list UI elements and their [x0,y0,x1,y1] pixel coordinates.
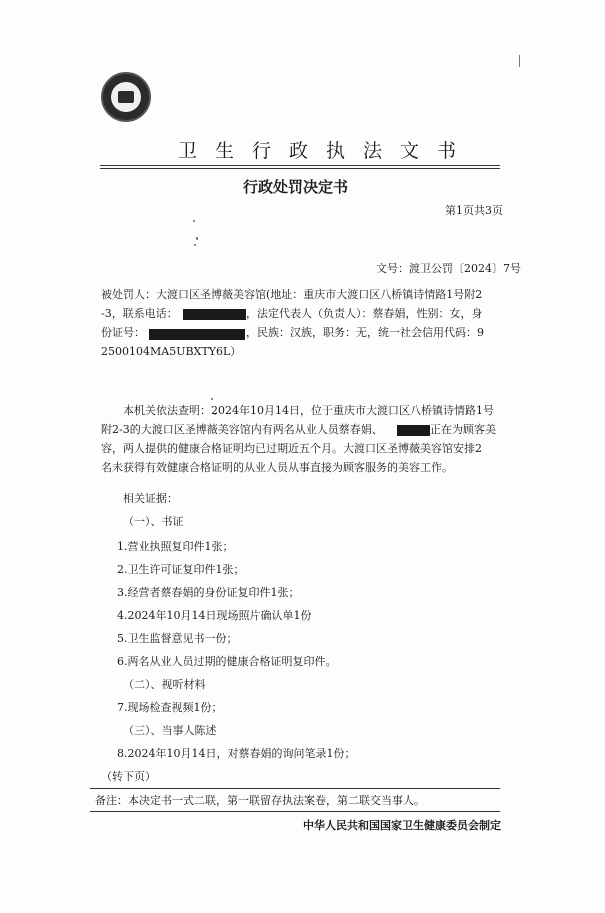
evidence-item: 7.现场检查视频1份； [117,701,223,714]
note-text: 备注：本决定书一式二联，第一联留存执法案卷，第二联交当事人。 [95,794,425,807]
evidence-item: 5.卫生监督意见书一份； [117,632,238,645]
party-line-3b: ，民族：汉族，职务：无，统一社会信用代码：9 [246,326,484,339]
evidence-item: （二）、视听材料 [123,678,206,691]
facts-line-3: 容，两人提供的健康合格证明均已过期近五个月。大渡口区圣博薇美容馆安排2 [101,442,482,455]
document-type-title: 行政处罚决定书 [243,178,349,196]
evidence-item: 6.两名从业人员过期的健康合格证明复印件。 [117,655,337,668]
header-rule-double [100,168,500,169]
party-line-3a: 份证号： [101,326,145,339]
document-number: 文号：渡卫公罚〔2024〕7号 [376,262,521,275]
facts-line-2b: 正在为顾客美 [430,423,496,436]
header-title: 卫生行政执法文书 [178,140,475,162]
scan-edge-mark [519,55,520,67]
facts-line-1: 本机关依法查明：2024年10月14日，位于重庆市大渡口区八桥镇诗情路1号 [123,404,494,417]
evidence-heading: 相关证据： [123,492,178,505]
evidence-item: 2.卫生许可证复印件1张； [117,563,245,576]
evidence-item: 8.2024年10月14日，对蔡春娟的询问笔录1份； [117,747,356,760]
party-line-2b: ，法定代表人（负责人）：蔡春娟，性别：女，身 [246,307,483,320]
continued-marker: （转下页） [101,770,156,783]
evidence-item: 3.经营者蔡春娟的身份证复印件1张； [117,586,300,599]
page-info: 第1页共3页 [445,204,503,217]
evidence-item: 1.营业执照复印件1张； [117,540,234,553]
evidence-item: （三）、当事人陈述 [123,724,217,737]
party-line-2a: -3，联系电话： [101,307,178,320]
redaction-phone [183,309,246,320]
note-rule-bottom [90,811,500,812]
header-rule [100,165,500,166]
national-emblem-seal [101,72,151,122]
scan-speck [193,220,195,222]
scan-speck [194,244,196,246]
issuing-organization: 中华人民共和国国家卫生健康委员会制定 [303,819,501,832]
party-line-1: 被处罚人：大渡口区圣博薇美容馆(地址：重庆市大渡口区八桥镇诗情路1号附2 [101,288,483,301]
party-line-4: 2500104MA5UBXTY6L） [101,345,242,358]
scan-speck [211,398,213,400]
redaction-id-number [149,329,245,340]
facts-line-4: 名未获得有效健康合格证明的从业人员从事直接为顾客服务的美容工作。 [101,461,453,474]
evidence-item: （一）、书证 [123,515,184,528]
evidence-item: 4.2024年10月14日现场照片确认单1份 [117,609,312,622]
facts-line-2a: 附2-3的大渡口区圣博薇美容馆内有两名从业人员蔡春娟、 [101,423,383,436]
note-rule-top [90,788,500,789]
redaction-employee-name [397,425,430,436]
scan-speck [196,237,198,240]
